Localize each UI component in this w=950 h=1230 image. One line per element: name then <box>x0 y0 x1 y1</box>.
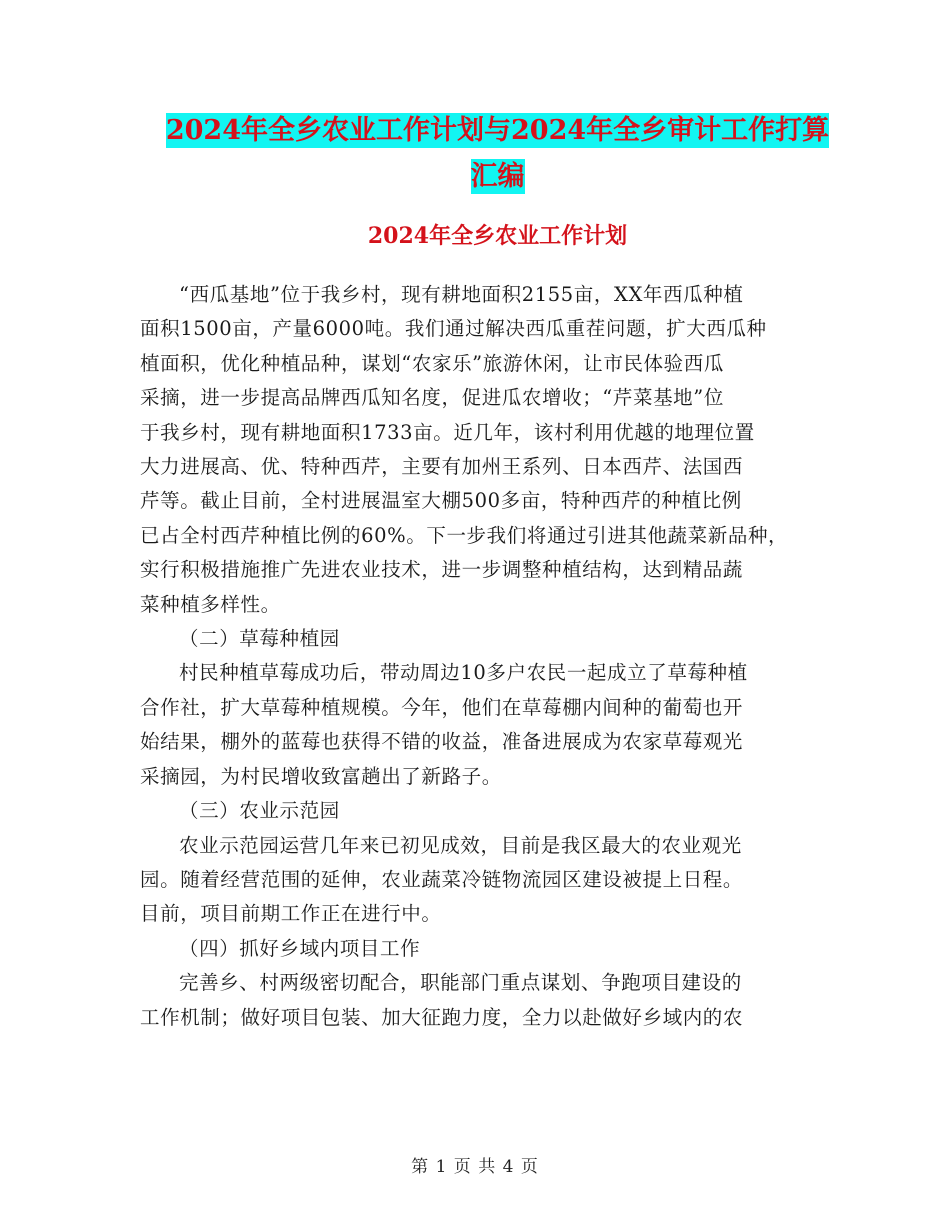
paragraph-line: 村民种植草莓成功后，带动周边10多户农民一起成立了草莓种植 <box>179 661 748 685</box>
paragraph-line: 工作机制；做好项目包装、加大征跑力度，全力以赴做好乡域内的农 <box>140 1005 744 1029</box>
paragraph-line: 采摘，进一步提高品牌西瓜知名度，促进瓜农增收；“芹菜基地”位 <box>140 386 724 410</box>
paragraph-line: 目前，项目前期工作正在进行中。 <box>140 902 442 926</box>
paragraph-line: “西瓜基地”位于我乡村，现有耕地面积2155亩，XX年西瓜种植 <box>179 283 744 306</box>
document-title-line2: 汇编 <box>470 161 525 192</box>
paragraph-line: 芹等。截止目前，全村进展温室大棚500多亩，特种西芹的种植比例 <box>140 489 742 513</box>
paragraph <box>140 829 820 932</box>
paragraph-line: 园。随着经营范围的延伸，农业蔬菜冷链物流园区建设被提上日程。 <box>140 867 744 891</box>
paragraph-line: （三）农业示范园 <box>179 799 340 823</box>
page-footer: 第 1 页 共 4 页 <box>411 1157 539 1177</box>
paragraph-line: 面积1500亩，产量6000吨。我们通过解决西瓜重茬问题，扩大西瓜种 <box>140 317 767 341</box>
paragraph <box>140 622 820 656</box>
document-title <box>140 108 855 200</box>
paragraph-line: 完善乡、村两级密切配合，职能部门重点谋划、争跑项目建设的 <box>179 971 742 995</box>
document-body <box>140 278 820 1035</box>
paragraph <box>140 966 820 1035</box>
paragraph-line: 农业示范园运营几年来已初见成效，目前是我区最大的农业观光 <box>179 833 742 857</box>
paragraph-line: 实行积极措施推广先进农业技术，进一步调整种植结构，达到精品蔬 <box>140 558 744 582</box>
paragraph-line: （二）草莓种植园 <box>179 627 340 651</box>
paragraph-line: （四）抓好乡域内项目工作 <box>179 936 421 960</box>
paragraph-line: 大力进展高、优、特种西芹，主要有加州王系列、日本西芹、法国西 <box>140 455 744 479</box>
paragraph-line: 于我乡村，现有耕地面积1733亩。近几年，该村利用优越的地理位置 <box>140 420 755 444</box>
section-title: 2024年全乡农业工作计划 <box>367 223 628 249</box>
paragraph-line: 合作社，扩大草莓种植规模。今年，他们在草莓棚内间种的葡萄也开 <box>140 695 744 719</box>
paragraph-line: 始结果，棚外的蓝莓也获得不错的收益，准备进展成为农家草莓观光 <box>140 730 744 754</box>
paragraph <box>140 278 820 622</box>
paragraph-line: 已占全村西芹种植比例的60%。下一步我们将通过引进其他蔬菜新品种， <box>140 523 789 547</box>
paragraph <box>140 794 820 828</box>
document-title-line1: 2024年全乡农业工作计划与2024年全乡审计工作打算 <box>165 115 830 146</box>
paragraph-line: 植面积，优化种植品种，谋划“农家乐”旅游休闲，让市民体验西瓜 <box>140 351 724 375</box>
paragraph-line: 采摘园，为村民增收致富趟出了新路子。 <box>140 764 502 788</box>
paragraph <box>140 932 820 966</box>
paragraph <box>140 656 820 794</box>
paragraph-line: 菜种植多样性。 <box>140 592 281 616</box>
